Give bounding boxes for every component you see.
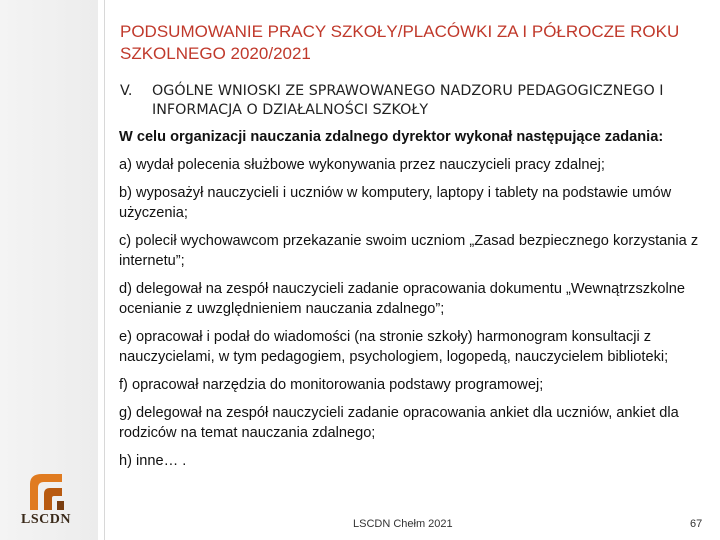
task-item: e) opracował i podał do wiadomości (na stronie szkoły) harmonogram konsultacji z nauczycielami, w tym pedagogiem, psychologiem, logopedą, nauczycielem biblioteki; [119, 329, 669, 365]
slide-title: PODSUMOWANIE PRACY SZKOŁY/PLACÓWKI ZA I PÓŁROCZE ROKU SZKOLNEGO 2020/2021 [120, 22, 680, 63]
task-item: g) delegował na zespół nauczycieli zadanie opracowania ankiet dla uczniów, ankiet dla rodziców na temat nauczania zdalnego; [119, 405, 679, 441]
intro-text: W celu organizacji nauczania zdalnego dyrektor wykonał następujące zadania: [119, 129, 664, 145]
slide-body [119, 127, 699, 479]
logo-text: LSCDN [21, 512, 71, 527]
lscdn-logo [10, 470, 82, 535]
task-item: c) polecił wychowawcom przekazanie swoim uczniom „Zasad bezpiecznego korzystania z internetu”; [119, 233, 699, 269]
section-number: V. [120, 83, 133, 99]
footer-text: LSCDN Chełm 2021 [353, 518, 453, 530]
task-item: h) inne… . [119, 453, 187, 469]
sidebar-panel [0, 0, 98, 540]
task-item: d) delegował na zespół nauczycieli zadanie opracowania dokumentu „Wewnątrzszkolne ocenianie z uwzględnieniem nauczania zdalnego”; [119, 281, 685, 317]
task-list [119, 155, 699, 471]
task-item: b) wyposażył nauczycieli i uczniów w komputery, laptopy i tablety na podstawie umów użyczenia; [119, 185, 672, 221]
task-item: f) opracował narzędzia do monitorowania podstawy programowej; [119, 377, 544, 393]
logo-mark-icon [10, 470, 82, 512]
task-item: a) wydał polecenia służbowe wykonywania przez nauczycieli pracy zdalnej; [119, 157, 605, 173]
sidebar-divider [104, 0, 105, 540]
section-heading [120, 82, 710, 120]
section-title: OGÓLNE WNIOSKI ZE SPRAWOWANEGO NADZORU PEDAGOGICZNEGO I INFORMACJA O DZIAŁALNOŚCI SZKOŁY [152, 83, 664, 118]
page-number: 67 [690, 518, 703, 530]
